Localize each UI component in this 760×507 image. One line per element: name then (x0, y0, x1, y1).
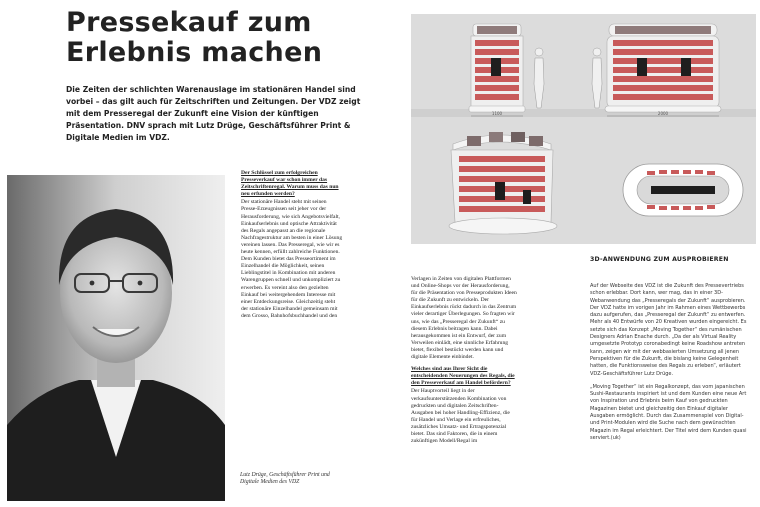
sidebar-paragraph-2: „Moving Together“ ist ein Regalkonzept, das vom japanischen Sushi-Restaurants inspiriert ist und dem Kunden eine neue Art von Inspiration und Erlebnis beim Kauf von gedruckten Magazinen bietet und gleichzeitig den Einkauf digitaler Ausgaben ermöglicht. Durch das Zusammenspiel von Digital- und Print-Modulen wird die Suche nach dem gewünschten Magazin im Regal erleichtert. Der Titel wird dem Kunden quasi serviert.(uk) (590, 383, 747, 441)
article-intro: Die Zeiten der schlichten Warenauslage im stationären Handel sind vorbei – das gilt auch für Zeitschriften und Zeitungen. Der VDZ zeigt mit dem Presseregal der Zukunft eine Vision der künftigen Präsentation. DNV sprach mit Lutz Drüge, Geschäftsführer Print & Digitale Medien im VDZ. (66, 85, 361, 142)
interview-question-2: Welches sind aus Ihrer Sicht die entscheidenden Neuerungen des Regals, die den Presseverkauf am Handel befördern? (411, 366, 515, 387)
dimension-label-right: 2000 (657, 111, 669, 116)
interview-column-1 (241, 170, 343, 320)
photo-caption: Lutz Drüge, Geschäftsführer Print und Digitale Medien des VDZ (240, 472, 330, 485)
sidebar-paragraph-1: Auf der Webseite des VDZ ist die Zukunft des Pressevertriebs schon erlebbar. Dort kann, wer mag, das in einer 3D-Webanwendung das „Presseregals der Zukunft“ ausprobieren. Der VDZ hatte im vorigen Jahr im Rahmen eines Wettbewerbs dazu aufgerufen, das „Presseregal der Zukunft“ zu entwerfen. Mehr als 40 Entwürfe von 20 Kreativen wurden eingereicht. Es setzte sich das Konzept „Moving Together“ des rumänischen Designers Adrian Enache durch. „Da der als Virtual Reality umgesetzte Prototyp coronabedingt keine Roadshow antreten kann, zeigen wir mit der webbasierten Umsetzung all jenen Perspektiven für die Zukunft, die bislang keine Gelegenheit hatten, die Funktionsweise des Regals zu erleben“, erläutert VDZ-Geschäftsführer Lutz Drüge. (590, 283, 747, 377)
interview-question-1: Der Schlüssel zum erfolgreichen Presseverkauf war schon immer das Zeitschriftenregal. Warum muss das nun neu erfunden werden? (241, 170, 339, 198)
section-heading-3d: 3D-ANWENDUNG ZUM AUSPROBIEREN (590, 256, 729, 263)
sidebar-column (590, 283, 750, 448)
portrait-photo (7, 175, 225, 501)
dimension-label-left: 1100 (491, 111, 503, 116)
shelf-render-image (411, 14, 756, 244)
interview-answer-1-continued: Verlagen in Zeiten von digitalen Plattformen und Online-Shops vor der Herausforderung, für die Präsentation von Presseprodukten Ideen für die Zukunft zu entwickeln. Der Einkaufserlebnis rückt dadurch in das Zentrum vieler derartiger Überlegungen. So fragten wir uns, wie das „Presseregal der Zukunft“ zu diesem Erlebnis beitragen kann. Dabei herausgekommen ist ein Entwurf, der zum Verweilen einlädt, eine sinnliche Erfahrung bietet, flexibel bestückt werden kann und digitale Elemente einbindet. (411, 276, 517, 361)
interview-column-2 (411, 276, 517, 445)
article-headline: Pressekauf zum Erlebnis machen (66, 7, 323, 68)
interview-answer-1: Der stationäre Handel steht mit seinen Presse-Erzeugnissen seit jeher vor der Herausforderung, wie sich Angebotsvielfalt, Einkaufserlebnis und optische Attraktivität des Regals angepasst an die regionale Nachfragestruktur am besten in einer Lösung vereinen lassen. Das Presseregal, wie wir es heute kennen, erfüllt zahlreiche Funktionen. Dem Kunden bietet das Presseortiment im Einzelhandel die Möglichkeit, seinen Lieblingstitel in Kombination mit anderen Warengruppen schnell und unkompliziert zu erwerben. Es vereint also den gezielten Einkauf bei weitergehendem Interesse mit einer Entdeckungsreise. Gleichzeitig steht der stationäre Einzelhandel gemeinsam mit dem Grosso, Bahnhofsbuchhandel und den (241, 199, 343, 319)
interview-answer-2: Der Hauptvorteil liegt in der verkaufsunterstützenden Kombination von gedruckten und digitalen Zeitschriften-Ausgaben bei hoher Handling-Effizienz, die für Handel und Verlage ein erfreuliches, zusätzliches Umsatz- und Ertragspotenzial bietet. Das sind Faktoren, die in einem zukünftigen Modell/Regal im (411, 388, 510, 445)
